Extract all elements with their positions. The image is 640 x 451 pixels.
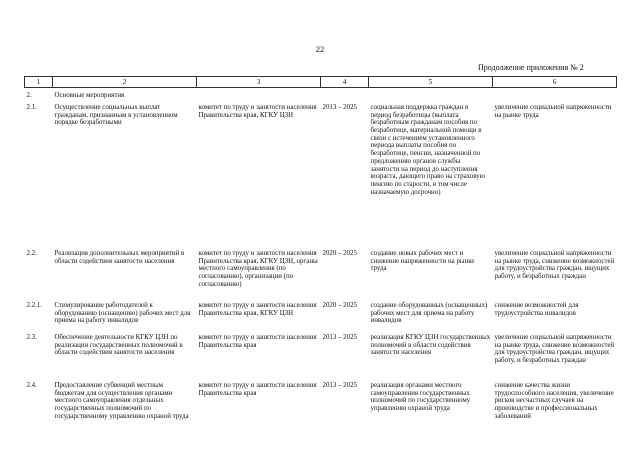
executor: комитет по труду и занятости населения Правительства края, КГКУ ЦЗН — [198, 103, 317, 119]
expected-result: реализация КГКУ ЦЗН государственных полномочий в области содействия занятости населения — [370, 333, 491, 357]
period: 2020 – 2025 — [322, 301, 357, 309]
page-number: 22 — [315, 44, 325, 54]
consequence: снижение возможностей для трудоустройства инвалидов — [494, 301, 579, 317]
section-row — [25, 88, 617, 104]
consequence: увеличение социальной напряженности на рынке труда — [494, 103, 612, 119]
period: 2013 – 2025 — [322, 333, 357, 341]
expected-result: реализация органами местного самоуправления государственных полномочий по государственному управлению охраной труда — [370, 381, 471, 412]
header-row — [25, 77, 617, 88]
section-title: Основные мероприятия — [54, 92, 125, 100]
row-number: 2.4. — [26, 381, 37, 389]
column-header: 3 — [197, 77, 321, 88]
consequence: увеличение социальной напряженности на рынке труда, снижение возможностей для трудоустройства граждан, ищущих работу, и безработных граждан — [494, 333, 615, 364]
table-row — [25, 104, 617, 250]
consequence: увеличение социальной напряженности на рынке труда, снижение возможностей для трудоустройства граждан, ищущих работу, и безработных граждан — [494, 249, 615, 280]
measure-name: Осуществление социальных выплат гражданам, признанным в установленном порядке безработными — [54, 103, 178, 127]
expected-result: создание оборудованных (оснащенных) рабочих мест для приема на работу инвалидов — [370, 301, 488, 325]
column-header: 6 — [493, 77, 617, 88]
row-number: 2.2.1. — [26, 301, 43, 309]
period: 2020 – 2025 — [322, 249, 357, 257]
executor: комитет по труду и занятости населения Правительства края — [198, 381, 317, 397]
expected-result: создание новых рабочих мест и снижение напряженности на рынке труда — [370, 249, 475, 273]
column-header: 4 — [321, 77, 369, 88]
executor: комитет по труду и занятости населения Правительства края, КГКУ ЦЗН — [198, 301, 317, 317]
table-row — [25, 250, 617, 302]
period: 2013 – 2025 — [322, 103, 357, 111]
table-row — [25, 302, 617, 334]
consequence: снижение качества жизни трудоспособного населения, увеличение рисков несчастных случаев на производстве и профессиональных заболеваний — [494, 381, 614, 420]
executor: комитет по труду и занятости населения Правительства края — [198, 333, 317, 349]
table-row — [25, 382, 617, 421]
section-number: 2. — [26, 92, 32, 100]
column-header: 2 — [53, 77, 197, 88]
measure-name: Стимулирование работодателей к оборудованию (оснащению) рабочих мест для приема на работу инвалидов — [54, 301, 191, 325]
column-header: 5 — [369, 77, 493, 88]
measure-name: Обеспечение деятельности КГКУ ЦЗН по реализации государственных полномочий в области содействия занятости населения — [54, 333, 183, 357]
column-header: 1 — [25, 77, 53, 88]
table-row — [25, 334, 617, 382]
expected-result: социальная поддержка граждан в период безработицы (выплата безработным гражданам пособия по безработице, материальной помощи в связи с истечением установленного периода выплаты пособия по безработице, пенсии, назначенной по предложению органов службы занятости на период до наступления возраста, дающего право на страховую пенсию по старости, в том числе назначаемую досрочно) — [370, 103, 485, 196]
executor: комитет по труду и занятости населения Правительства края, КГКУ ЦЗН, органы местного самоуправления (по согласованию), организации (по согласованию) — [198, 249, 318, 288]
measure-name: Предоставление субвенций местным бюджетам для осуществления органами местного самоуправления отдельных государственных полномочий по государственному управлению охраной труда — [54, 381, 189, 420]
measure-name: Реализация дополнительных мероприятий в области содействия занятости населения — [54, 249, 185, 265]
row-number: 2.1. — [26, 103, 37, 111]
measures-table — [24, 76, 617, 420]
row-number: 2.2. — [26, 249, 37, 257]
continuation-label: Продолжение приложения № 2 — [478, 63, 584, 72]
period: 2013 – 2025 — [322, 381, 357, 389]
row-number: 2.3. — [26, 333, 37, 341]
